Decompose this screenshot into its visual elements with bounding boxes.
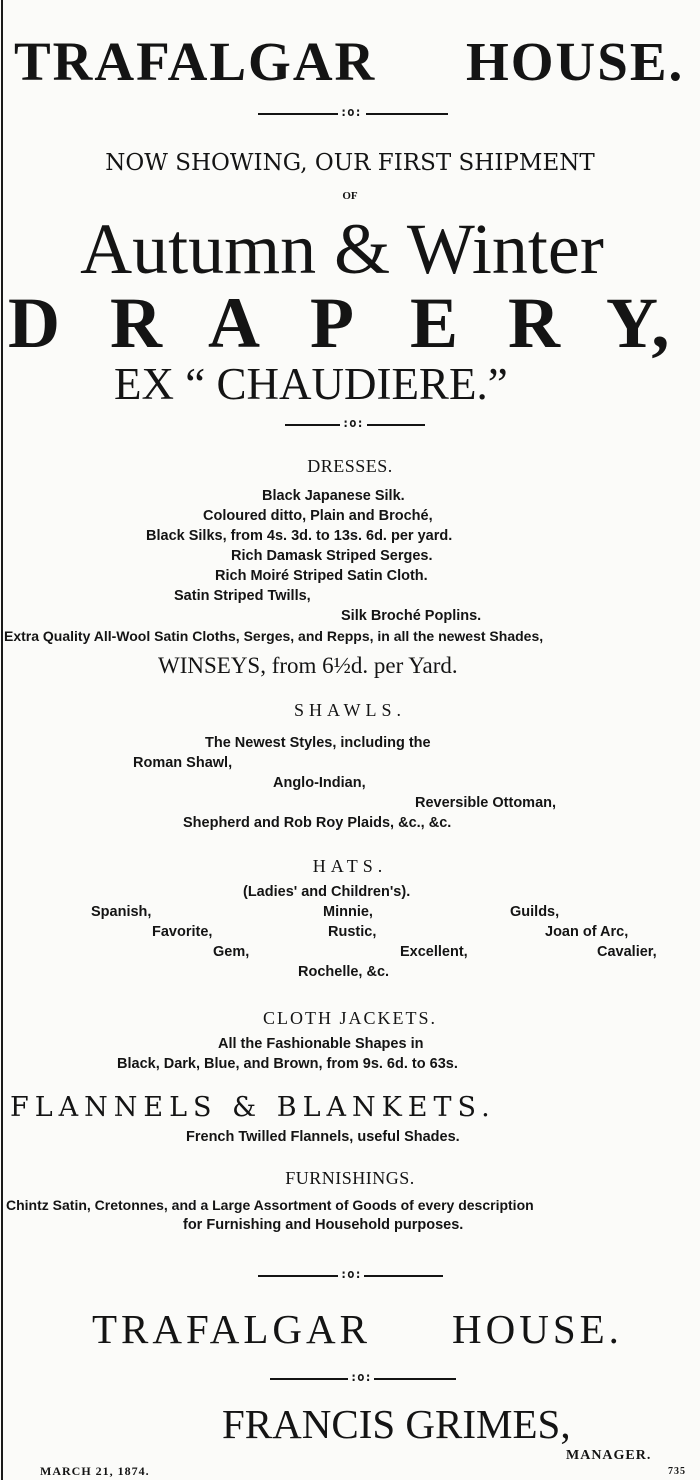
- showing-line: NOW SHOWING, OUR FIRST SHIPMENT: [105, 150, 595, 176]
- header-title-left: TRAFALGAR: [14, 31, 377, 92]
- hat-item: Spanish,: [91, 904, 152, 920]
- drapery-letter: P: [310, 283, 354, 363]
- dress-item: Extra Quality All-Wool Satin Cloths, Serges, and Repps, in all the newest Shades,: [4, 628, 544, 644]
- shawl-item: Shepherd and Rob Roy Plaids, &c., &c.: [183, 815, 452, 831]
- footer-title-right: HOUSE.: [452, 1306, 623, 1352]
- separator: :o:: [258, 1265, 443, 1287]
- hat-item: Rochelle, &c.: [298, 964, 390, 980]
- drapery-letter: R: [508, 283, 560, 363]
- hat-item: Guilds,: [510, 904, 560, 920]
- hats-subheading: (Ladies' and Children's).: [243, 884, 411, 900]
- winseys-line: WINSEYS, from 6½d. per Yard.: [158, 653, 458, 678]
- drapery-letter: D: [8, 283, 60, 363]
- hat-item: Minnie,: [323, 904, 373, 920]
- dress-item: Black Japanese Silk.: [262, 488, 405, 504]
- furnishings-heading: FURNISHINGS.: [285, 1168, 415, 1188]
- jackets-heading: CLOTH JACKETS.: [262, 1008, 437, 1028]
- dress-item: Black Silks, from 4s. 3d. to 13s. 6d. per yard.: [146, 528, 453, 544]
- hat-item: Cavalier,: [597, 944, 657, 960]
- shawl-item: Roman Shawl,: [133, 755, 233, 771]
- separator: :o:: [285, 414, 425, 436]
- hats-heading: HATS.: [312, 856, 388, 876]
- header-title-right: HOUSE.: [466, 31, 685, 92]
- separator: :o:: [258, 103, 448, 125]
- ex-ship-line: EX “ CHAUDIERE.”: [114, 359, 508, 409]
- of-word: OF: [342, 190, 358, 202]
- dress-item: Rich Moiré Striped Satin Cloth.: [215, 568, 428, 584]
- proprietor-name: FRANCIS GRIMES,: [222, 1401, 571, 1447]
- dress-item: Satin Striped Twills,: [174, 588, 311, 604]
- drapery-letter: A: [208, 283, 260, 363]
- hat-item: Excellent,: [400, 944, 468, 960]
- dress-item: Silk Broché Poplins.: [341, 608, 482, 624]
- footer-title-left: TRAFALGAR: [92, 1306, 371, 1352]
- drapery-letter: Y,: [606, 283, 670, 363]
- flannels-heading: FLANNELS & BLANKETS.: [10, 1092, 496, 1123]
- flannels-line: French Twilled Flannels, useful Shades.: [186, 1129, 460, 1145]
- hat-item: Joan of Arc,: [545, 924, 629, 940]
- jackets-line: Black, Dark, Blue, and Brown, from 9s. 6d. to 63s.: [117, 1056, 458, 1072]
- furnishings-line: for Furnishing and Household purposes.: [183, 1217, 464, 1233]
- hat-item: Rustic,: [328, 924, 377, 940]
- shawls-heading: SHAWLS.: [293, 700, 407, 720]
- reference-number: 735: [668, 1466, 686, 1477]
- dresses-heading: DRESSES.: [307, 456, 393, 476]
- dress-item: Coloured ditto, Plain and Broché,: [203, 508, 433, 524]
- issue-date: MARCH 21, 1874.: [40, 1464, 150, 1478]
- shawl-item: Anglo-Indian,: [273, 775, 366, 791]
- drapery-letter: R: [110, 283, 162, 363]
- shawl-item: Reversible Ottoman,: [415, 795, 557, 811]
- drapery-letter: E: [410, 283, 459, 363]
- dress-item: Rich Damask Striped Serges.: [231, 548, 433, 564]
- jackets-line: All the Fashionable Shapes in: [218, 1036, 424, 1052]
- hat-item: Favorite,: [152, 924, 213, 940]
- separator: :o:: [270, 1368, 456, 1390]
- season-heading: Autumn & Winter: [80, 209, 604, 289]
- manager-title: MANAGER.: [566, 1448, 652, 1463]
- shawl-item: The Newest Styles, including the: [205, 735, 431, 751]
- hat-item: Gem,: [213, 944, 250, 960]
- furnishings-line: Chintz Satin, Cretonnes, and a Large Assortment of Goods of every description: [6, 1197, 534, 1213]
